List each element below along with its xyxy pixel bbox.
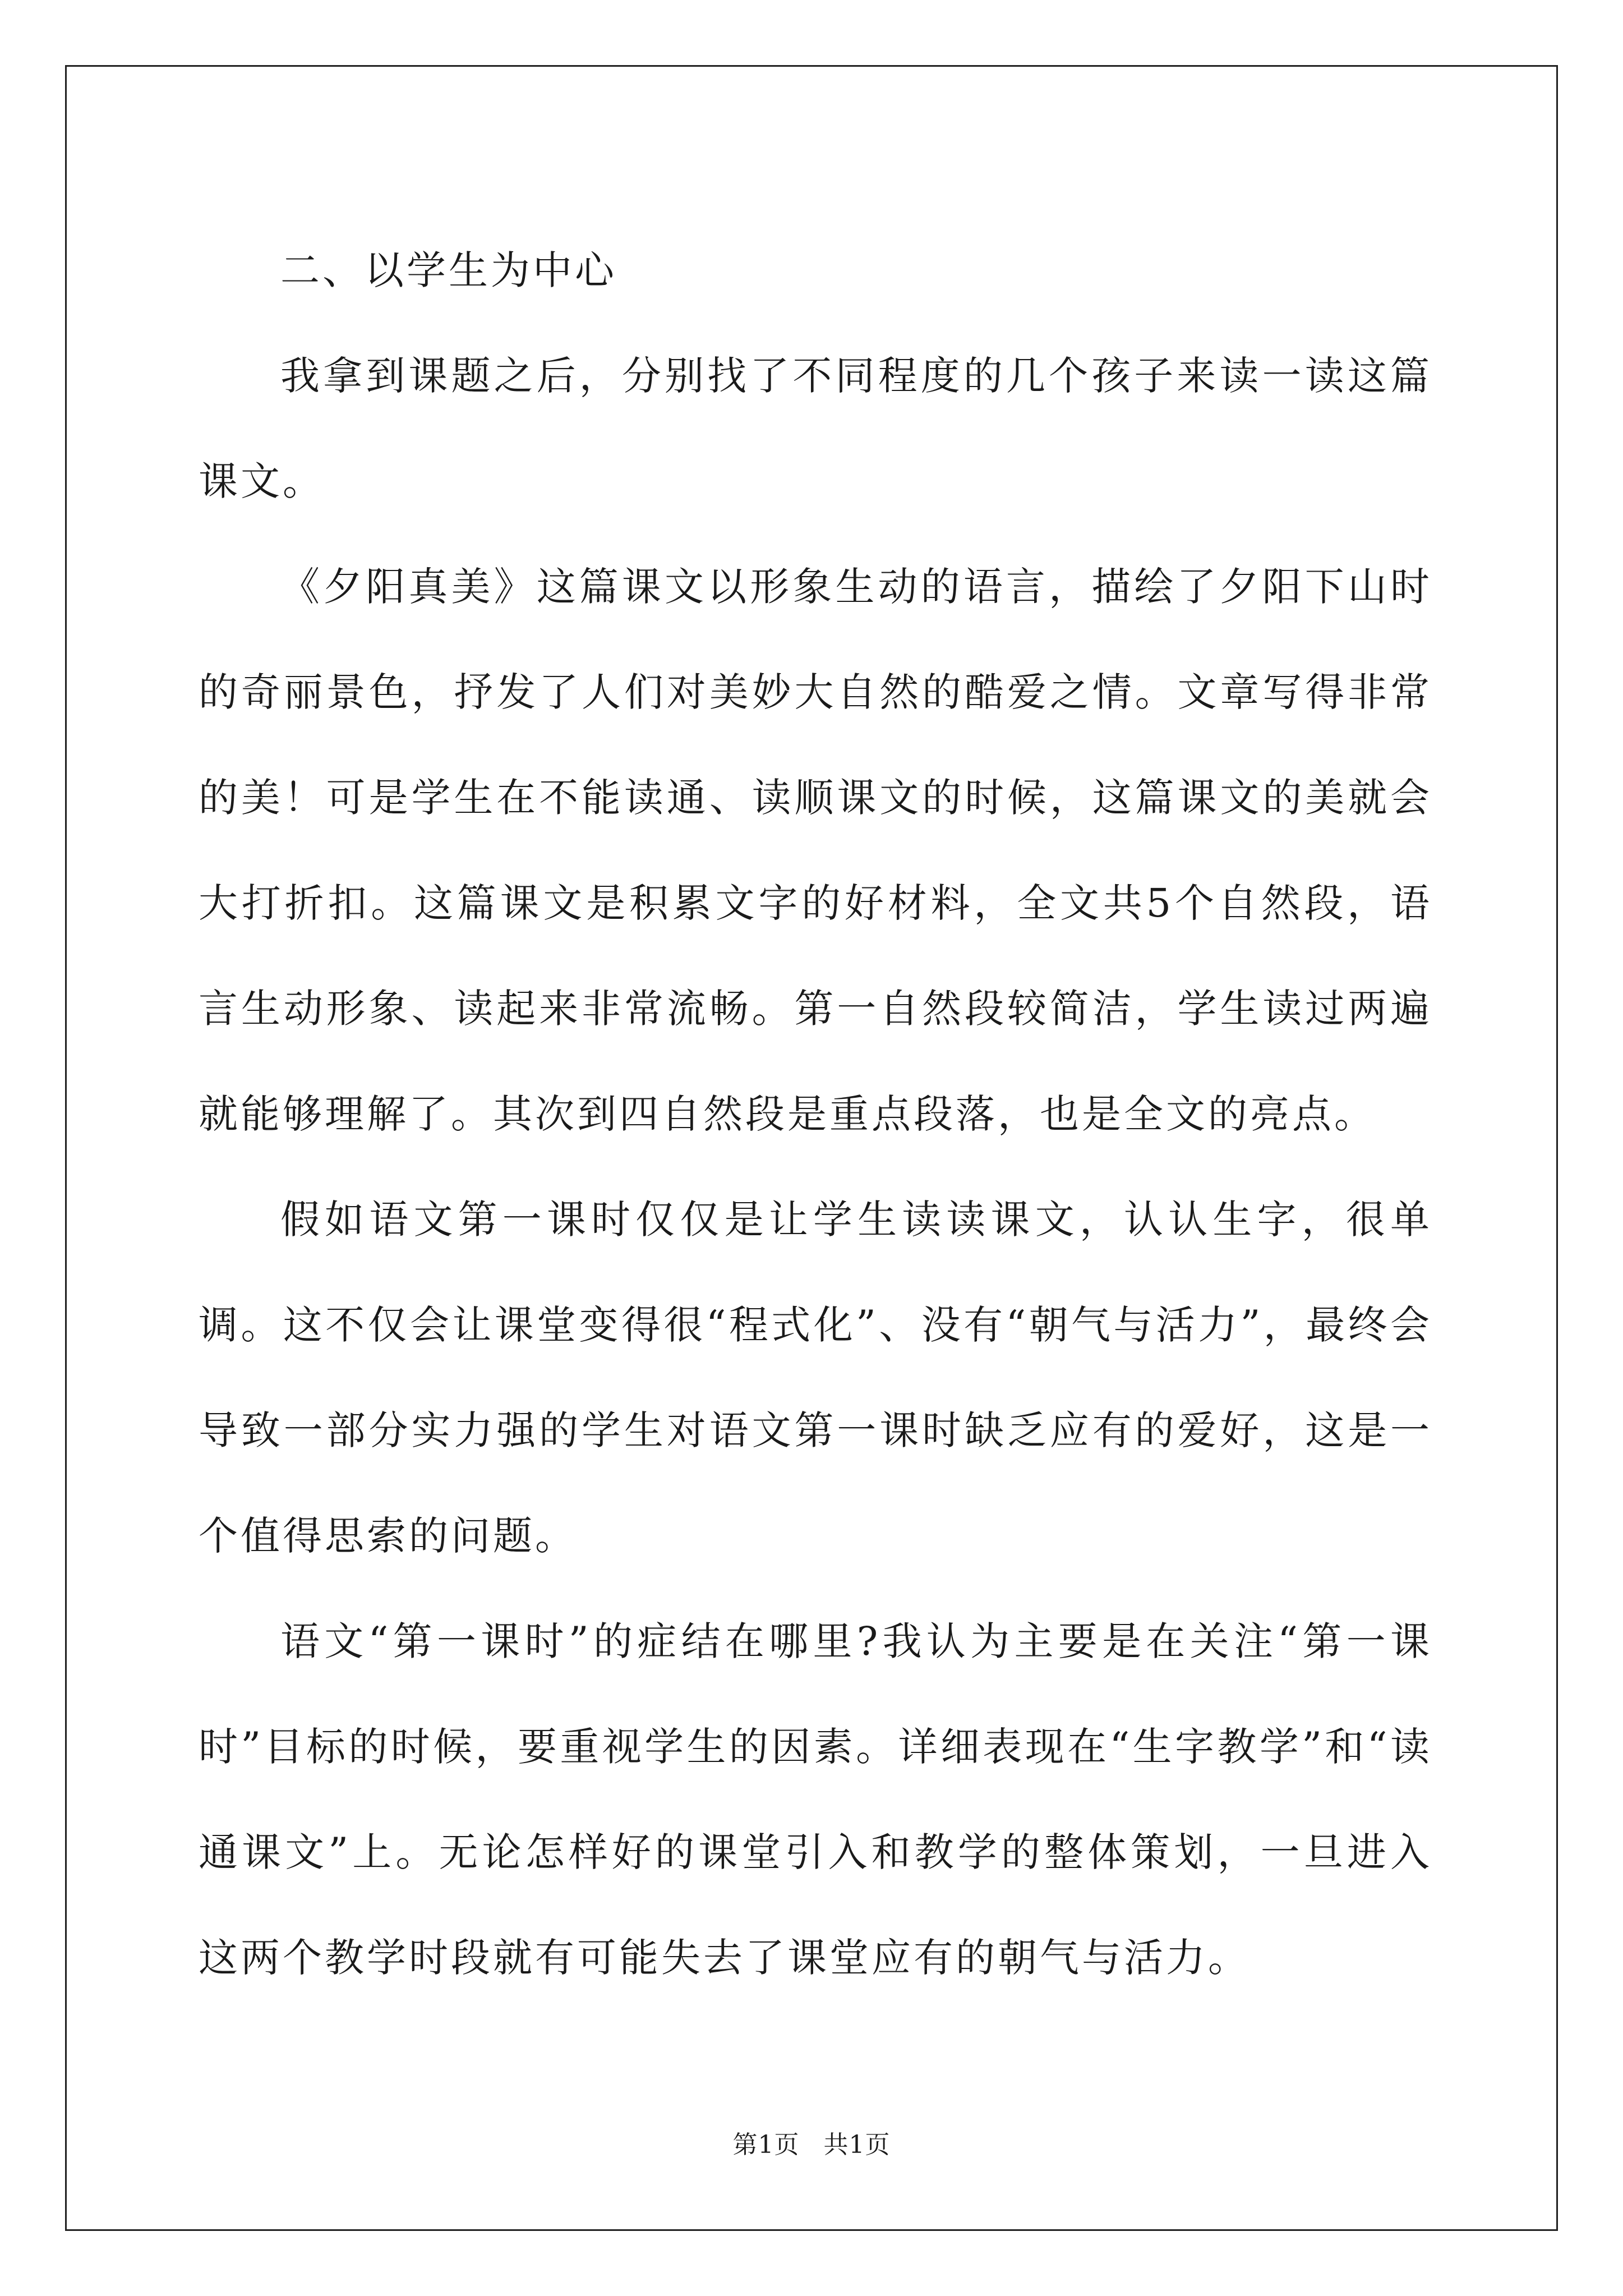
page-number: 第1页 xyxy=(732,2131,800,2159)
paragraph: 《夕阳真美》这篇课文以形象生动的语言，描绘了夕阳下山时的奇丽景色，抒发了人们对美妙大自然的酷爱之情。文章写得非常的美！可是学生在不能读通、读顺课文的时候，这篇课文的美就会大打折扣。这篇课文是积累文字的好材料，全文共5个自然段，语言生动形象、读起来非常流畅。第一自然段较简洁，学生读过两遍就能够理解了。其次到四自然段是重点段落，也是全文的亮点。 xyxy=(199,564,1432,1137)
page-footer xyxy=(0,2128,1623,2162)
paragraph: 假如语文第一课时仅仅是让学生读读课文，认认生字，很单调。这不仅会让课堂变得很“程式化”、没有“朝气与活力”，最终会导致一部分实力强的学生对语文第一课时缺乏应有的爱好，这是一个值得思索的问题。 xyxy=(199,1197,1432,1559)
document-body xyxy=(199,218,1432,2010)
section-heading: 二、以学生为中心 xyxy=(280,247,617,293)
total-pages: 共1页 xyxy=(823,2131,891,2159)
paragraph: 我拿到课题之后，分别找了不同程度的几个孩子来读一读这篇课文。 xyxy=(199,353,1432,504)
paragraph: 语文“第一课时”的症结在哪里?我认为主要是在关注“第一课时”目标的时候，要重视学生的因素。详细表现在“生字教学”和“读通课文”上。无论怎样好的课堂引入和教学的整体策划，一旦进入这两个教学时段就有可能失去了课堂应有的朝气与活力。 xyxy=(199,1618,1432,1981)
